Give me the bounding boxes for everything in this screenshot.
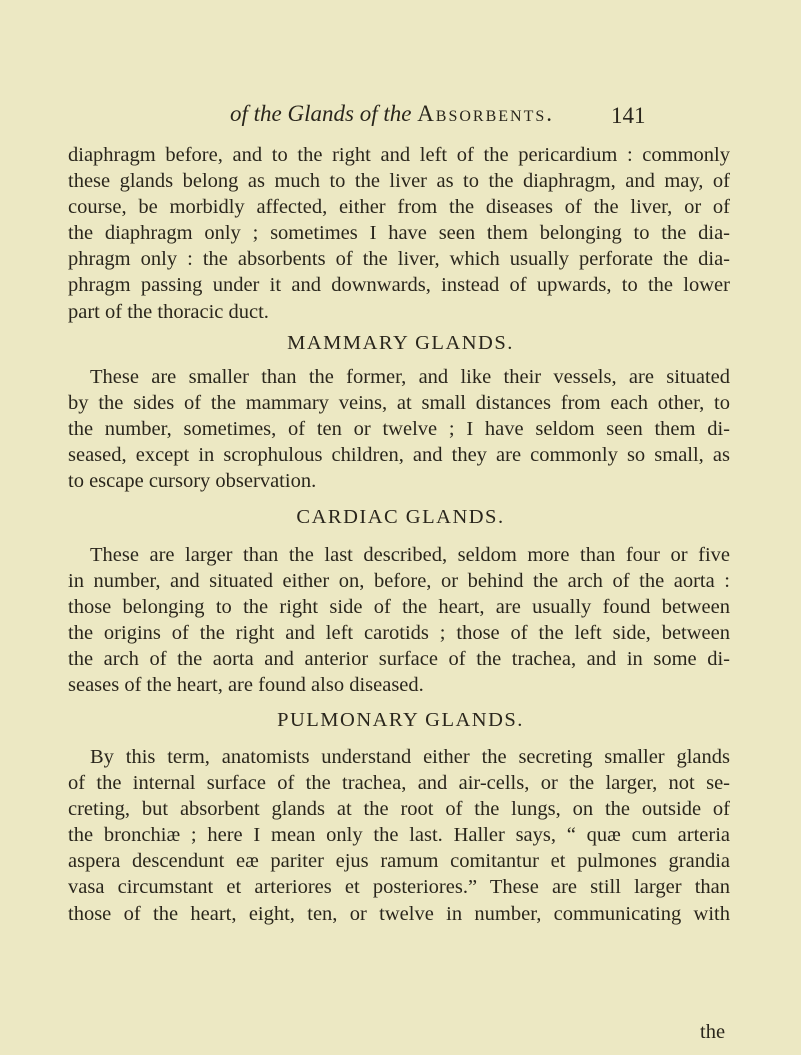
text-line: These are larger than the last described, seldom more than four or five	[90, 544, 730, 566]
text-line: the arch of the aorta and anterior surface of the trachea, and in some di-	[68, 648, 730, 671]
running-title	[230, 101, 554, 127]
text-line: by the sides of the mammary veins, at small distances from each other, to	[68, 392, 730, 415]
text-line: these glands belong as much to the liver as to the diaphragm, and may, of	[68, 170, 730, 193]
text-line: diaphragm before, and to the right and left of the pericardium : commonly	[68, 144, 730, 166]
heading-cardiac-glands: CARDIAC GLANDS.	[296, 506, 505, 528]
text-line: those belonging to the right side of the heart, are usually found between	[68, 596, 730, 619]
page-number: 141	[611, 103, 646, 128]
paragraph-pulmonary	[68, 744, 730, 927]
text-line: phragm passing under it and downwards, instead of upwards, to the lower	[68, 274, 730, 297]
text-line: seased, except in scrophulous children, and they are commonly so small, as	[68, 444, 730, 467]
text-line: the origins of the right and left carotids ; those of the left side, between	[68, 622, 730, 645]
paragraph-mammary	[68, 364, 730, 494]
text-line: of the internal surface of the trachea, and air-cells, or the larger, not se-	[68, 772, 730, 795]
heading-pulmonary-glands: PULMONARY GLANDS.	[277, 709, 524, 731]
running-title-italic: of the Glands of the	[230, 101, 412, 126]
running-head	[0, 101, 801, 127]
text-line: These are smaller than the former, and like their vessels, are situated	[90, 366, 730, 388]
paragraph-diaphragm	[68, 142, 730, 325]
text-line: the number, sometimes, of ten or twelve ; I have seldom seen them di-	[68, 418, 730, 441]
text-line: in number, and situated either on, before, or behind the arch of the aorta :	[68, 570, 730, 593]
text-line: part of the thoracic duct.	[68, 300, 269, 323]
text-line: vasa circumstant et arteriores et posteriores.” These are still larger than	[68, 876, 730, 899]
paragraph-cardiac	[68, 542, 730, 699]
text-line: creting, but absorbent glands at the root of the lungs, on the outside of	[68, 798, 730, 821]
catchword: the	[700, 1021, 726, 1043]
text-line: the bronchiæ ; here I mean only the last. Haller says, “ quæ cum arteria	[68, 824, 730, 847]
text-line: the diaphragm only ; sometimes I have seen them belonging to the dia-	[68, 222, 730, 245]
text-line: to escape cursory observation.	[68, 470, 317, 493]
text-line: those of the heart, eight, ten, or twelve in number, communicating with	[68, 902, 730, 925]
heading-mammary-glands: MAMMARY GLANDS.	[287, 332, 514, 354]
text-line: phragm only : the absorbents of the liver, which usually perforate the dia-	[68, 248, 730, 271]
text-line: course, be morbidly affected, either from the diseases of the liver, or of	[68, 196, 730, 219]
running-title-smallcaps: Absorbents.	[417, 101, 555, 126]
text-line: seases of the heart, are found also diseased.	[68, 674, 424, 697]
text-line: By this term, anatomists understand either the secreting smaller glands	[90, 746, 730, 768]
text-line: aspera descendunt eæ pariter ejus ramum comitantur et pulmones grandia	[68, 850, 730, 873]
